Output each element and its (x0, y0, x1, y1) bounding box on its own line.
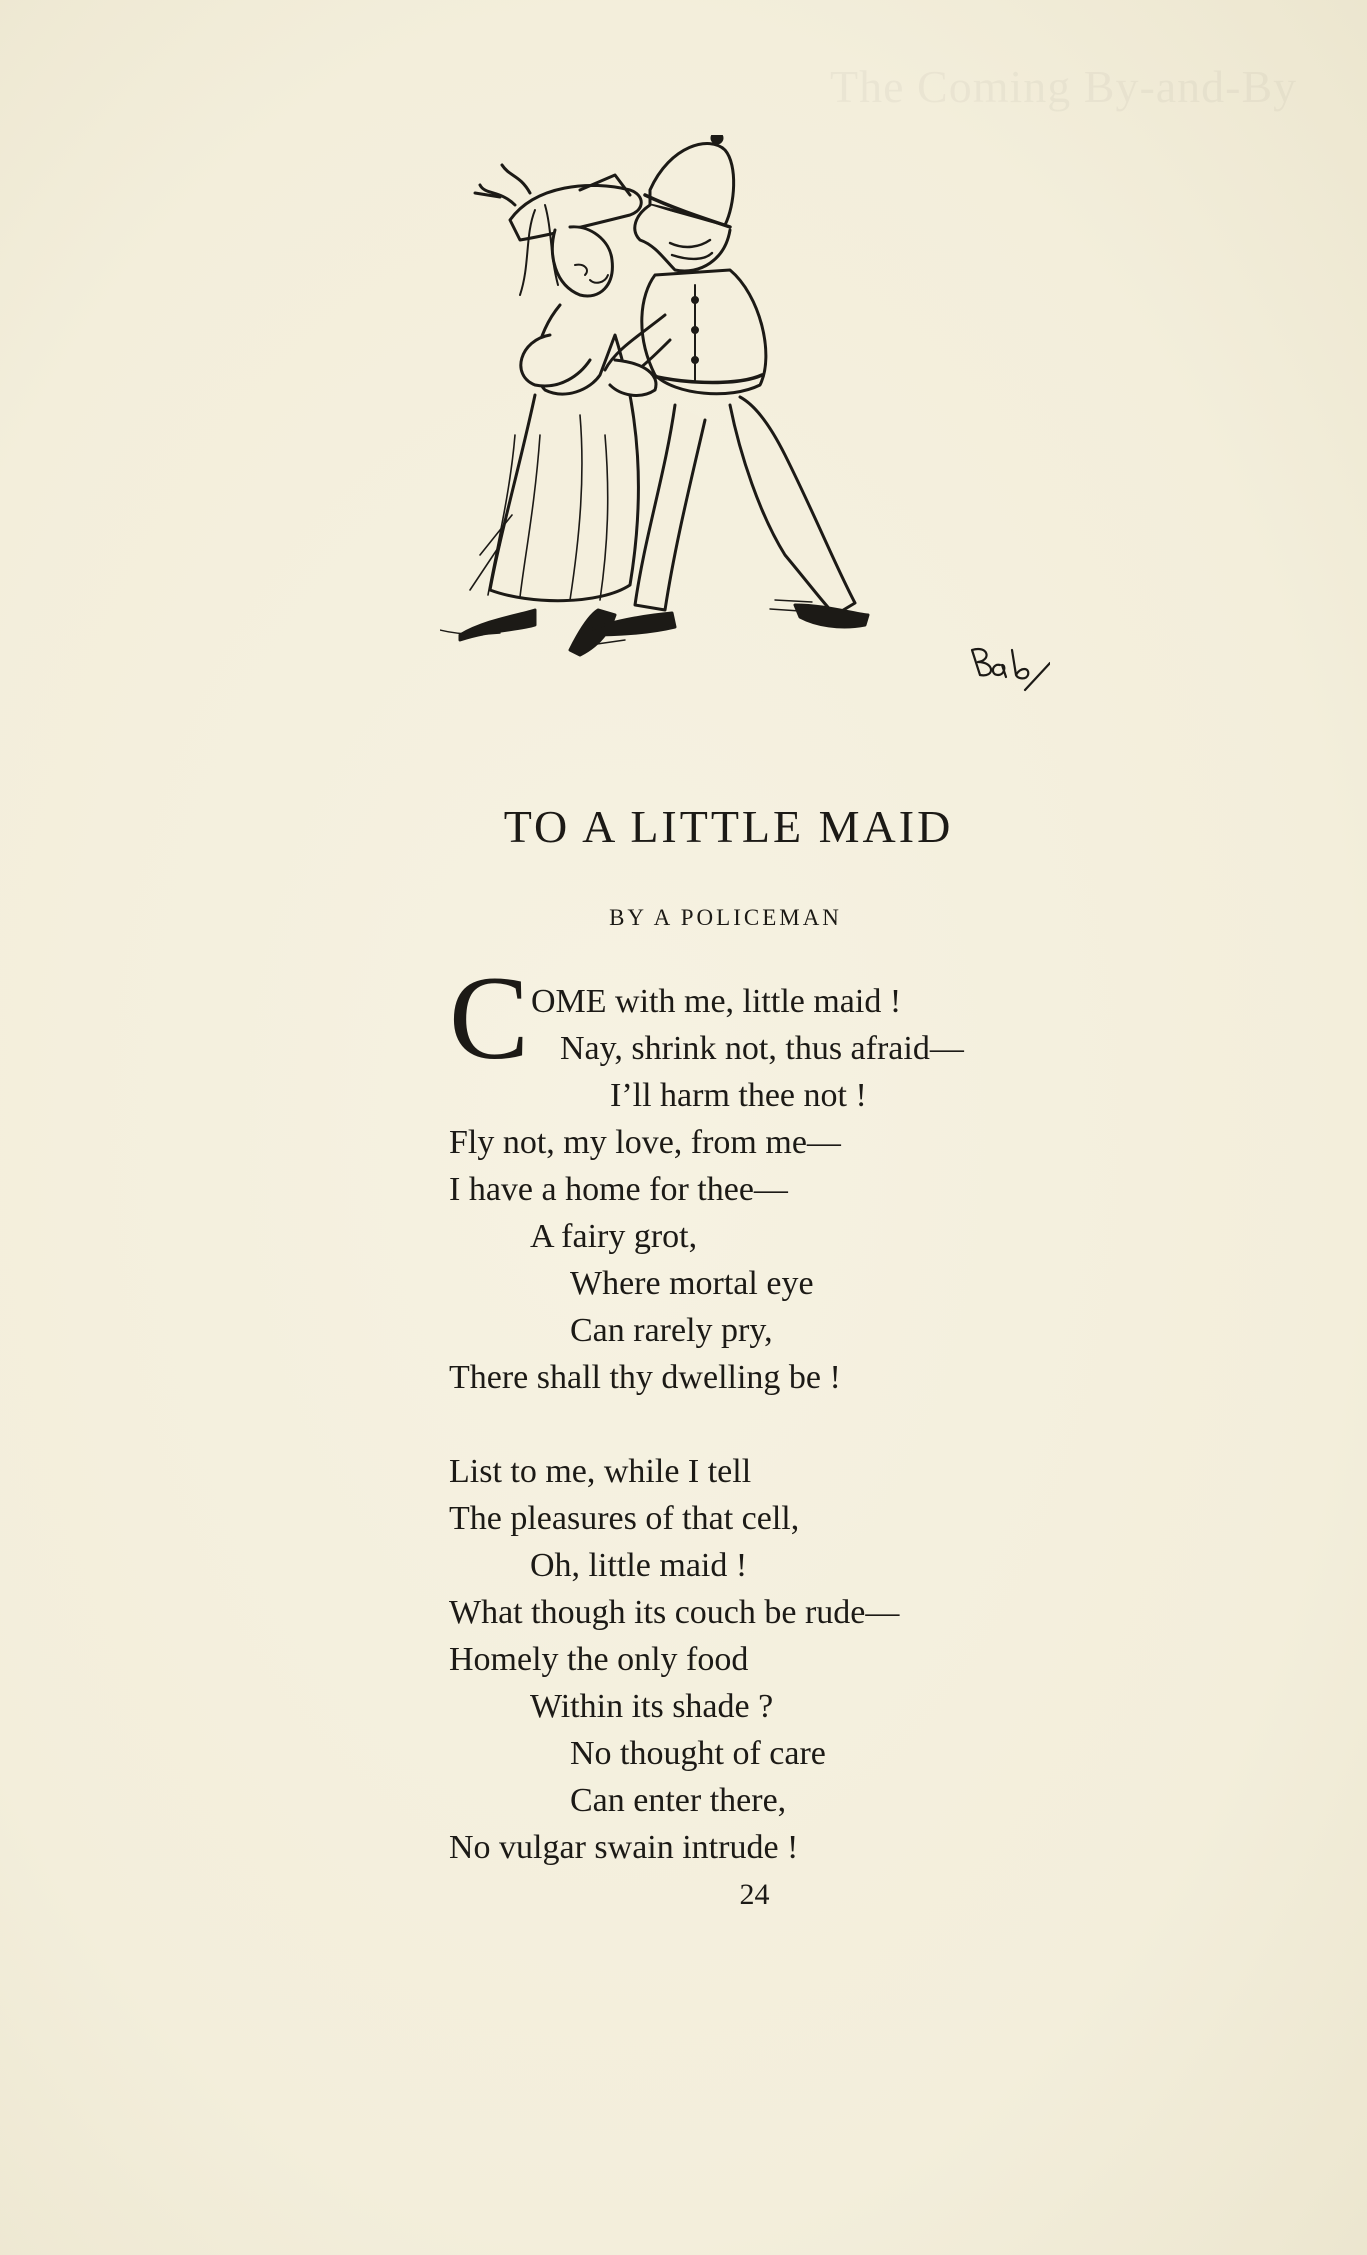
policeman-and-maid-illustration (440, 135, 1050, 695)
poem-line: Nay, shrink not, thus afraid— (560, 1030, 964, 1067)
poem-line: OME with me, little maid ! (531, 983, 902, 1020)
page-number: 24 (739, 1878, 770, 1911)
poem-line: Within its shade ? (530, 1688, 774, 1725)
poem-line: Where mortal eye (570, 1265, 814, 1302)
poem-line: Fly not, my love, from me— (449, 1124, 841, 1161)
poem-line: No vulgar swain intrude ! (449, 1829, 799, 1866)
poem-line: A fairy grot, (530, 1218, 698, 1255)
maid-head (552, 227, 612, 296)
poem-line: There shall thy dwelling be ! (449, 1359, 841, 1396)
policeman-tunic (642, 270, 766, 394)
policeman-boot-right (795, 605, 868, 627)
poem-byline: BY A POLICEMAN (609, 905, 842, 930)
poem-line: Can rarely pry, (570, 1312, 773, 1349)
poem-line: List to me, while I tell (449, 1453, 752, 1490)
poem-title: TO A LITTLE MAID (503, 801, 954, 852)
poem-line: The pleasures of that cell, (449, 1500, 800, 1537)
poem-line: I have a home for thee— (449, 1171, 788, 1208)
poem-line: I’ll harm thee not ! (610, 1077, 867, 1114)
show-through-heading (830, 60, 1297, 113)
poem-line: Homely the only food (449, 1641, 749, 1678)
drop-cap: C (449, 951, 530, 1084)
poem-line: Oh, little maid ! (530, 1547, 748, 1584)
poem-line: No thought of care (570, 1735, 826, 1772)
artist-signature (972, 649, 1050, 690)
poem-line: Can enter there, (570, 1782, 787, 1819)
policeman-leg-right (730, 397, 855, 615)
poem-line: What though its couch be rude— (449, 1594, 900, 1631)
maid-shoe-left (460, 610, 535, 640)
policeman-leg-left (635, 405, 705, 610)
